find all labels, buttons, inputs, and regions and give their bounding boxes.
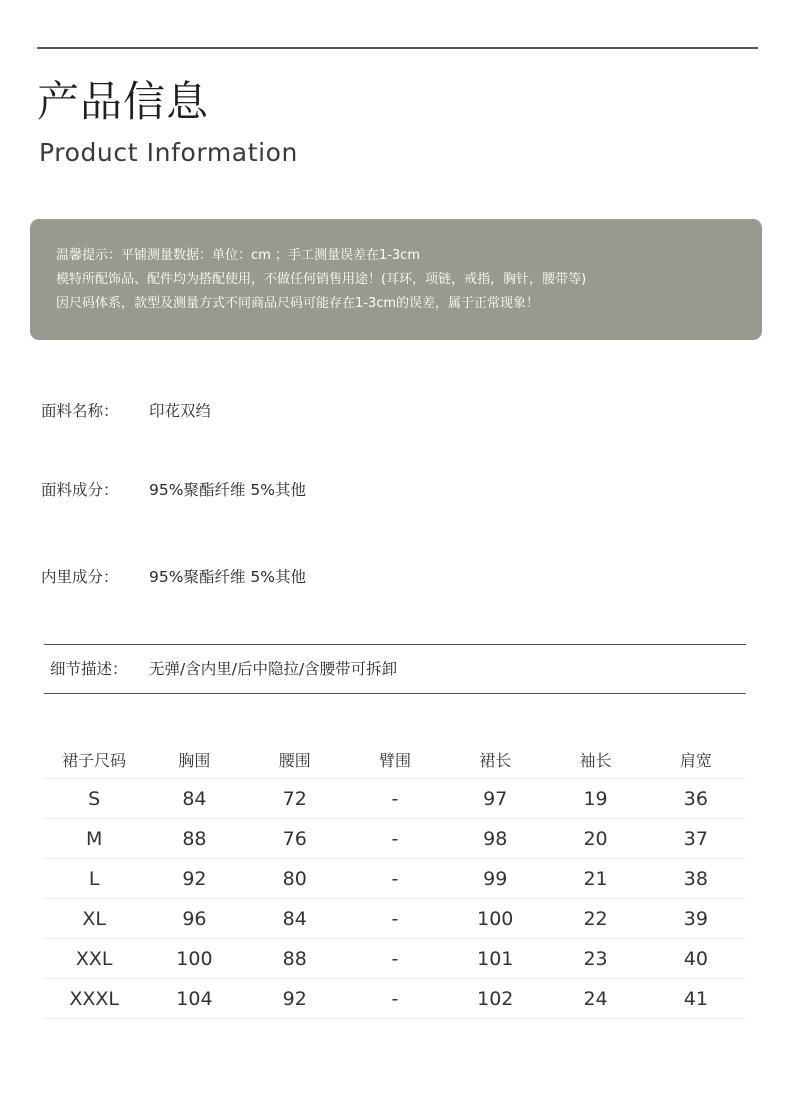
notice-box bbox=[30, 219, 762, 340]
size-table bbox=[44, 740, 746, 1019]
table-cell: 40 bbox=[646, 939, 746, 979]
table-cell: 102 bbox=[445, 979, 545, 1019]
table-cell: XXL bbox=[44, 939, 144, 979]
table-cell: 76 bbox=[245, 819, 345, 859]
table-cell: 41 bbox=[646, 979, 746, 1019]
table-row bbox=[44, 899, 746, 939]
table-cell: 24 bbox=[545, 979, 645, 1019]
table-cell: 84 bbox=[144, 779, 244, 819]
page-title: 产品信息 bbox=[37, 77, 210, 126]
table-cell: 72 bbox=[245, 779, 345, 819]
table-cell: - bbox=[345, 939, 445, 979]
table-cell: 96 bbox=[144, 899, 244, 939]
table-cell: 20 bbox=[545, 819, 645, 859]
table-cell: 38 bbox=[646, 859, 746, 899]
fabric-name-value: 印花双绉 bbox=[149, 402, 212, 420]
table-cell: 99 bbox=[445, 859, 545, 899]
table-cell: L bbox=[44, 859, 144, 899]
detail-description-box bbox=[44, 644, 746, 694]
table-cell: 100 bbox=[144, 939, 244, 979]
table-cell: - bbox=[345, 899, 445, 939]
fabric-composition-value: 95%聚酯纤维 5%其他 bbox=[149, 481, 306, 499]
size-table-header-row bbox=[44, 740, 746, 779]
table-cell: 39 bbox=[646, 899, 746, 939]
header-waist: 腰围 bbox=[245, 740, 345, 779]
table-cell: 22 bbox=[545, 899, 645, 939]
table-cell: 80 bbox=[245, 859, 345, 899]
detail-description-label: 细节描述： bbox=[50, 660, 128, 678]
table-cell: 100 bbox=[445, 899, 545, 939]
fabric-composition-label: 面料成分： bbox=[41, 481, 119, 499]
header-size: 裙子尺码 bbox=[44, 740, 144, 779]
table-row bbox=[44, 939, 746, 979]
header-bust: 胸围 bbox=[144, 740, 244, 779]
table-cell: 84 bbox=[245, 899, 345, 939]
table-cell: 92 bbox=[144, 859, 244, 899]
table-cell: M bbox=[44, 819, 144, 859]
header-arm: 臂围 bbox=[345, 740, 445, 779]
notice-line-accessories: 模特所配饰品、配件均为搭配使用，不做任何销售用途！(耳环，项链，戒指，胸针，腰带等) bbox=[56, 272, 587, 287]
table-cell: S bbox=[44, 779, 144, 819]
table-cell: 21 bbox=[545, 859, 645, 899]
table-cell: 98 bbox=[445, 819, 545, 859]
table-cell: 97 bbox=[445, 779, 545, 819]
table-cell: 23 bbox=[545, 939, 645, 979]
table-cell: 19 bbox=[545, 779, 645, 819]
header-sleeve-length: 袖长 bbox=[545, 740, 645, 779]
table-cell: - bbox=[345, 779, 445, 819]
table-cell: - bbox=[345, 979, 445, 1019]
table-cell: XXXL bbox=[44, 979, 144, 1019]
table-cell: - bbox=[345, 819, 445, 859]
header-shoulder: 肩宽 bbox=[646, 740, 746, 779]
notice-line-size-error: 因尺码体系，款型及测量方式不同商品尺码可能存在1-3cm的误差，属于正常现象！ bbox=[56, 296, 540, 311]
table-cell: 88 bbox=[144, 819, 244, 859]
header-skirt-length: 裙长 bbox=[445, 740, 545, 779]
detail-description-value: 无弹/含内里/后中隐拉/含腰带可拆卸 bbox=[149, 660, 398, 678]
table-cell: 101 bbox=[445, 939, 545, 979]
table-row bbox=[44, 979, 746, 1019]
lining-composition-value: 95%聚酯纤维 5%其他 bbox=[149, 568, 306, 586]
fabric-name-label: 面料名称： bbox=[41, 402, 119, 420]
table-cell: 37 bbox=[646, 819, 746, 859]
table-cell: 104 bbox=[144, 979, 244, 1019]
table-cell: XL bbox=[44, 899, 144, 939]
table-row bbox=[44, 779, 746, 819]
table-cell: - bbox=[345, 859, 445, 899]
table-cell: 36 bbox=[646, 779, 746, 819]
page-subtitle: Product Information bbox=[39, 138, 298, 167]
lining-composition-label: 内里成分： bbox=[41, 568, 119, 586]
top-divider bbox=[37, 47, 758, 49]
notice-line-measurement: 温馨提示：平铺测量数据：单位：cm ；手工测量误差在1-3cm bbox=[56, 248, 420, 263]
table-cell: 88 bbox=[245, 939, 345, 979]
table-row bbox=[44, 859, 746, 899]
table-cell: 92 bbox=[245, 979, 345, 1019]
table-row bbox=[44, 819, 746, 859]
